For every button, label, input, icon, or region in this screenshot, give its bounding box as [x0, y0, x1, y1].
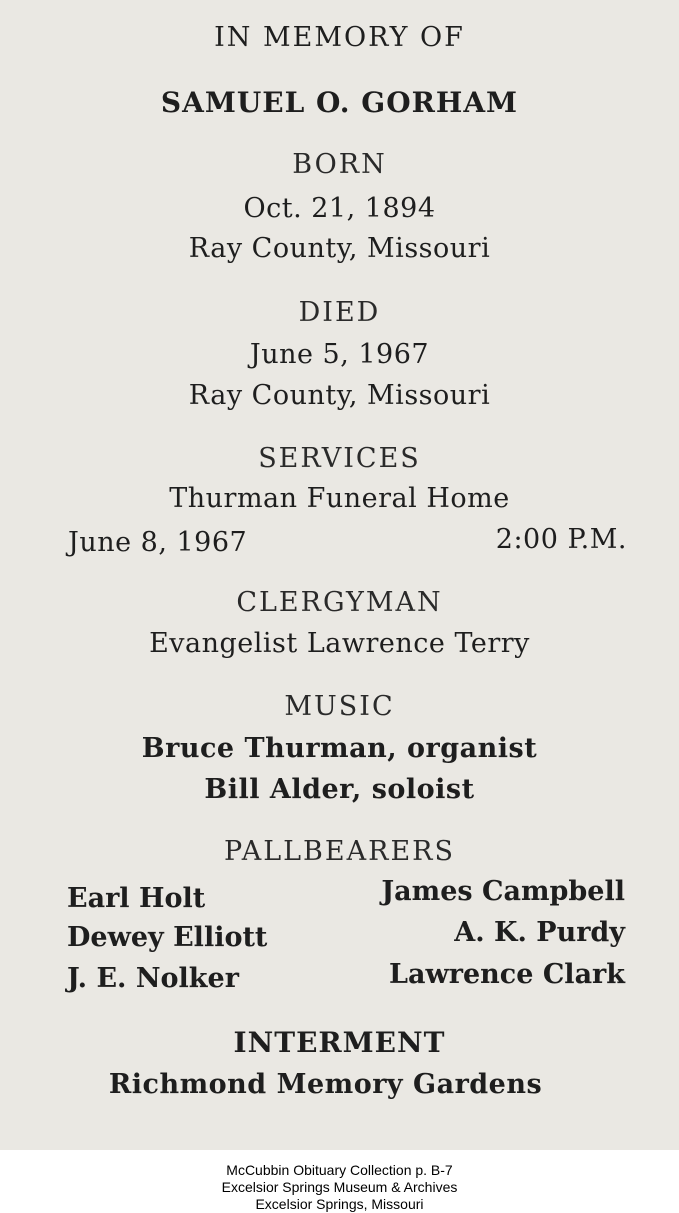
died-date: June 5, 1967 — [249, 339, 430, 370]
pallbearer-left-1: Earl Holt — [67, 883, 206, 914]
clergyman-label: CLERGYMAN — [236, 587, 443, 618]
caption-line-3: Excelsior Springs, Missouri — [255, 1196, 424, 1212]
caption-line-2: Excelsior Springs Museum & Archives — [221, 1179, 458, 1195]
services-location: Thurman Funeral Home — [169, 483, 510, 514]
died-place: Ray County, Missouri — [188, 380, 491, 411]
born-date: Oct. 21, 1894 — [243, 193, 436, 224]
card-heading: IN MEMORY OF — [214, 22, 465, 53]
interment-place: Richmond Memory Gardens — [108, 1069, 543, 1100]
interment-label: INTERMENT — [233, 1026, 446, 1059]
deceased-name: SAMUEL O. GORHAM — [160, 86, 519, 119]
pallbearer-left-3: J. E. Nolker — [67, 963, 239, 994]
music-soloist: Bill Alder, soloist — [204, 774, 475, 805]
services-time: 2:00 P.M. — [495, 524, 627, 555]
born-place: Ray County, Missouri — [188, 233, 491, 264]
clergyman-name: Evangelist Lawrence Terry — [149, 628, 530, 659]
music-label: MUSIC — [284, 691, 395, 722]
born-label: BORN — [292, 149, 387, 180]
archive-caption — [0, 1162, 679, 1213]
pallbearer-right-3: Lawrence Clark — [389, 959, 625, 990]
pallbearer-right-2: A. K. Purdy — [454, 917, 625, 948]
pallbearers-label: PALLBEARERS — [224, 836, 455, 867]
pallbearer-right-1: James Campbell — [381, 876, 625, 907]
services-date: June 8, 1967 — [68, 527, 248, 558]
died-label: DIED — [298, 297, 381, 328]
pallbearer-left-2: Dewey Elliott — [67, 922, 268, 953]
services-label: SERVICES — [258, 443, 421, 474]
caption-line-1: McCubbin Obituary Collection p. B-7 — [226, 1162, 453, 1178]
music-organist: Bruce Thurman, organist — [141, 733, 538, 764]
